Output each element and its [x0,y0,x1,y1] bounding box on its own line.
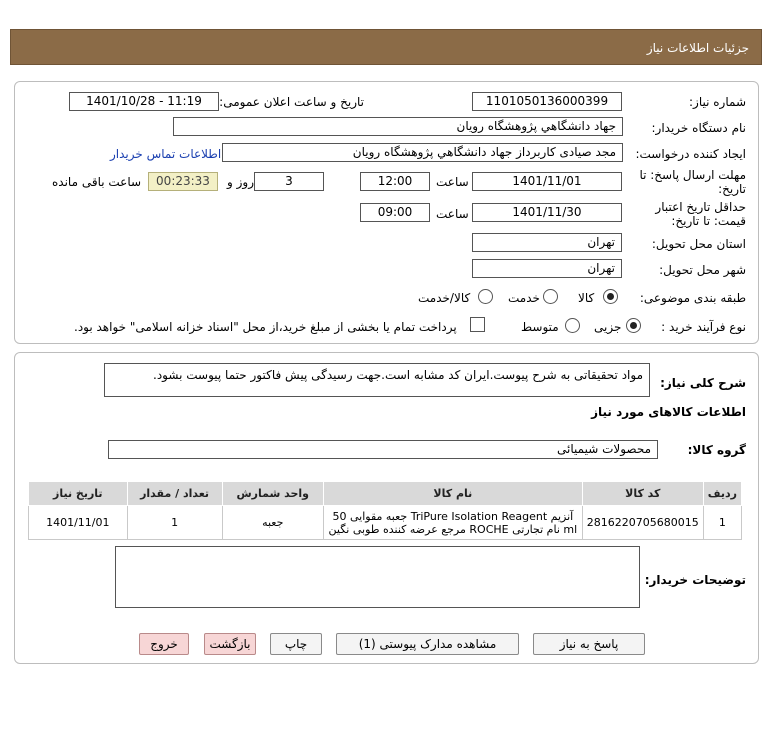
table-row[interactable] [29,506,742,540]
deadline-date-field[interactable]: 1401/11/01 [472,172,622,191]
category-goods-label: کالا [578,291,595,305]
goods-group-label: گروه کالا: [687,443,746,457]
city-field[interactable]: تهران [472,259,622,278]
cell-name: آنزیم TriPure Isolation Reagent جعبه مقوایی 50 ml نام تجارتی ROCHE مرجع عرضه کننده طوبی نگین [323,506,582,540]
cell-date: 1401/11/01 [29,506,128,540]
days-label: روز و [227,175,254,189]
cell-qty: 1 [127,506,222,540]
announce-label: تاریخ و ساعت اعلان عمومی: [219,95,364,109]
validity-label: حداقل تاریخ اعتبار قیمت: تا تاریخ: [655,200,746,228]
deadline-label: مهلت ارسال پاسخ: تا تاریخ: [639,168,746,196]
col-unit: واحد شمارش [222,482,323,506]
buyer-org-field[interactable]: جهاد دانشگاهي پژوهشگاه رويان [173,117,623,136]
city-label: شهر محل تحویل: [659,263,746,277]
reply-button[interactable]: پاسخ به نیاز [533,633,645,655]
purchase-medium-radio[interactable] [565,318,580,333]
province-label: استان محل تحویل: [651,237,746,251]
col-date: تاریخ نیاز [29,482,128,506]
need-number-field[interactable]: 1101050136000399 [472,92,622,111]
announce-datetime-field[interactable]: 1401/10/28 - 11:19 [69,92,219,111]
requester-field[interactable]: مجد صيادی کاربرداز جهاد دانشگاهي پژوهشگاه رويان [222,143,623,162]
view-attachments-button[interactable]: مشاهده مدارک پیوستی (1) [336,633,519,655]
category-goods-radio[interactable] [603,289,618,304]
page-title: جزئیات اطلاعات نیاز [646,41,749,55]
need-number-label: شماره نیاز: [689,95,746,109]
purchase-minor-label: جزیی [594,320,622,334]
goods-group-field[interactable]: محصولات شیمیائی [108,440,658,459]
requester-label: ایجاد کننده درخواست: [635,147,746,161]
goods-table-header [29,482,742,506]
goods-table [28,481,742,540]
col-name: نام کالا [323,482,582,506]
treasury-note: پرداخت تمام یا بخشی از مبلغ خرید،از محل "اسناد خزانه اسلامی" خواهد بود. [74,320,457,334]
col-code: کد کالا [582,482,703,506]
col-row: ردیف [703,482,741,506]
page-title-bar [10,29,762,65]
purchase-minor-radio[interactable] [626,318,641,333]
cell-code: 2816220705680015 [582,506,703,540]
treasury-docs-checkbox[interactable] [470,317,485,332]
category-label: طبقه بندی موضوعی: [639,291,746,305]
deadline-time-field[interactable]: 12:00 [360,172,430,191]
goods-section-title: اطلاعات کالاهای مورد نیاز [591,405,746,419]
purchase-type-label: نوع فرآیند خرید : [661,320,746,334]
remaining-timer: 00:23:33 [148,172,218,191]
category-both-label: کالا/خدمت [418,291,471,305]
province-field[interactable]: تهران [472,233,622,252]
category-service-label: خدمت [508,291,540,305]
validity-date-field[interactable]: 1401/11/30 [472,203,622,222]
buyer-notes-label: توضیحات خریدار: [644,573,746,587]
purchase-medium-label: متوسط [521,320,559,334]
category-service-radio[interactable] [543,289,558,304]
exit-button[interactable]: خروج [139,633,189,655]
category-both-radio[interactable] [478,289,493,304]
summary-text-box[interactable]: مواد تحقیقاتی به شرح پیوست.ایران کد مشابه است.جهت رسیدگی پیش فاکتور حتما پیوست بشود. [104,363,650,397]
buyer-contact-link[interactable]: اطلاعات تماس خریدار [110,147,222,161]
validity-time-label: ساعت [436,207,469,221]
back-button[interactable]: بازگشت [204,633,256,655]
buyer-org-label: نام دستگاه خریدار: [651,121,746,135]
summary-label: شرح کلی نیاز: [660,376,746,390]
print-button[interactable]: چاپ [270,633,322,655]
remaining-label: ساعت باقی مانده [52,175,142,189]
validity-time-field[interactable]: 09:00 [360,203,430,222]
col-qty: تعداد / مقدار [127,482,222,506]
cell-row: 1 [703,506,741,540]
cell-unit: جعبه [222,506,323,540]
deadline-time-label: ساعت [436,175,469,189]
days-field[interactable]: 3 [254,172,324,191]
buyer-notes-box[interactable] [115,546,640,608]
